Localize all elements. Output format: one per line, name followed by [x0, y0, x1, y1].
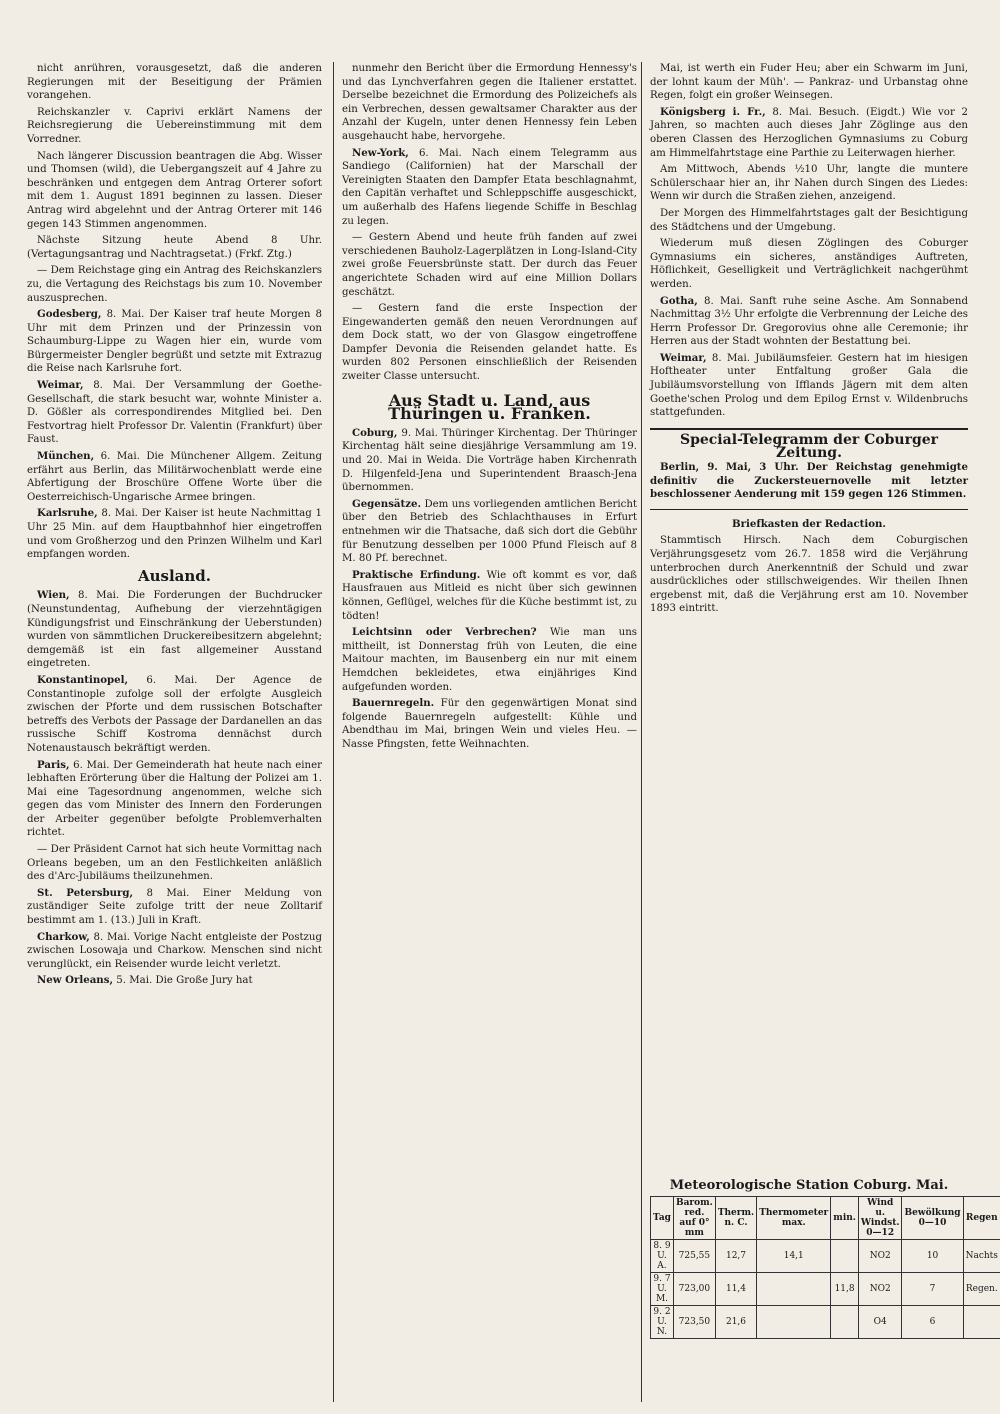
table-cell: Regen.: [963, 1273, 1000, 1306]
article-text: Mai, ist werth ein Fuder Heu; aber ein Schwarm im Juni, der lohnt kaum der Müh'. — Pankraz- und Urbanstag ohne Regen, folgt ein großer Weinsegen.: [650, 63, 968, 102]
news-text: 8. Mai. Die Forderungen der Buchdrucker (Neunstundentag, Aufhebung der vierzehntägigen Kündigungsfrist und Einschränkung der Ueberstunden) wurden von sämmtlichen Druckereibesitzern abgelehnt; demgemäß ist ein fast allgemeiner Ausstand eingetreten.: [27, 590, 322, 670]
dateline: Weimar,: [660, 351, 707, 364]
table-cell: [831, 1306, 859, 1339]
table-cell: 21,6: [715, 1306, 756, 1339]
news-item: [27, 450, 322, 504]
news-item: [650, 352, 968, 420]
table-cell: 8. 9 U. A.: [651, 1240, 674, 1273]
news-text: Wie oft kommt es vor, daß Hausfrauen aus Mitleid es nicht über sich gewinnen können, Geflügel, welches für die Küche bestimmt ist, zu tödten!: [342, 569, 637, 622]
dateline: Leichtsinn oder Verbrechen?: [352, 626, 537, 639]
table-header-cell: Tag: [651, 1197, 674, 1240]
news-text: 8. Mai. Der Kaiser ist heute Nachmittag 1 Uhr 25 Min. auf dem Hauptbahnhof hier eingetroffen und vom Großherzog und den Prinzen Wilhelm und Karl empfangen worden.: [27, 508, 322, 561]
weather-title: Meteorologische Station Coburg. Mai.: [669, 1178, 949, 1193]
article-text: — Dem Reichstage ging ein Antrag des Reichskanzlers zu, die Vertagung des Reichstags bis zum 10. November auszusprechen.: [27, 265, 322, 304]
article-text: Der Morgen des Himmelfahrtstages galt der Besichtigung des Städtchens und der Umgebung.: [650, 207, 968, 233]
column-2: [342, 62, 637, 755]
news-text: 8. Mai. Vorige Nacht entgleiste der Postzug zwischen Losowaja und Charkow. Menschen sind nicht verunglückt, ein Reisender wurde leicht verletzt.: [27, 931, 322, 970]
weather-table: [650, 1196, 1000, 1339]
dateline: Coburg,: [352, 426, 398, 439]
table-header-cell: Barom. red. auf 0° mm: [673, 1197, 715, 1240]
table-row: [651, 1240, 1000, 1273]
letterbox-text: Stammtisch Hirsch. Nach dem Coburgischen Verjährungsgesetz vom 26.7. 1858 wird die Verjährung unterbrochen durch Anerkenntniß der Schuld und zwar ausdrückliches oder stillschweigendes. Wir theilen Ihnen ergebenst mit, daß die Verjährung erst am 10. November 1893 eintritt.: [650, 535, 968, 615]
dateline: Weimar,: [37, 379, 84, 392]
article-text: — Gestern fand die erste Inspection der Eingewanderten gemäß den neuen Verordnungen auf dem Dock statt, wo der von Glasgow eingetroffene Dampfer Devonia die Reisenden gelandet hatte. Es wurden 802 Personen einschließlich der Reisenden zweiter Classe untersucht.: [342, 303, 637, 383]
news-item: [27, 674, 322, 756]
table-cell: 725,55: [673, 1240, 715, 1273]
table-cell: 14,1: [757, 1240, 831, 1273]
table-cell: 723,50: [673, 1306, 715, 1339]
news-text: 8. Mai. Der Kaiser traf heute Morgen 8 Uhr mit dem Prinzen und der Prinzessin von Schaumburg-Lippe zu Wagen hier ein, wurde vom Bürgermeister Dengler begrüßt und setzte mit Extrazug die Reise nach Karlsruhe fort.: [27, 309, 322, 375]
table-cell: 7: [902, 1273, 963, 1306]
column-rule: [641, 62, 642, 1402]
table-cell: Nachts: [963, 1240, 1000, 1273]
table-cell: NO2: [858, 1240, 902, 1273]
table-cell: 9. 2 U. N.: [651, 1306, 674, 1339]
news-item: [27, 379, 322, 447]
news-text: 8. Mai. Jubiläumsfeier. Gestern hat im hiesigen Hoftheater unter Entfaltung großer Gala die Jubiläumsvorstellung von Ifflands Jägern mit dem alten Goethe'schen Prolog und dem Epilog Ernst v. Wildenbruchs stattgefunden.: [650, 352, 968, 419]
news-item: [27, 759, 322, 841]
article-text: Wiederum muß diesen Zöglingen des Coburger Gymnasiums ein sicheres, anständiges Auftreten, Höflichkeit, Geselligkeit und Verträglichkeit nachgerühmt werden.: [650, 238, 968, 290]
article-text: nunmehr den Bericht über die Ermordung Hennessy's und das Lynchverfahren gegen die Italiener erstattet. Derselbe bezeichnet die Ermordung des Polizeichefs als ein Verbrechen, dessen gewaltsamer Charakter aus der Anzahl der Kugeln, unter denen Hennessy fein Leben ausgehaucht habe, hervorgehe.: [342, 63, 637, 142]
article-text: Am Mittwoch, Abends ½10 Uhr, langte die muntere Schülerschaar hier an, ihr Nahen durch Singen des Liedes: Wenn wir durch die Straßen ziehen, anzeigend.: [650, 164, 968, 203]
article-text: nicht anrühren, vorausgesetzt, daß die anderen Regierungen mit der Beseitigung der Prämien vorangehen.: [27, 63, 322, 102]
column-3: [650, 62, 968, 619]
news-item: [342, 498, 637, 566]
news-item: [342, 697, 637, 751]
table-header-cell: Thermometer max.: [757, 1197, 831, 1240]
article-text: Nächste Sitzung heute Abend 8 Uhr. (Vertagungsantrag und Nachtragsetat.) (Frkf. Ztg.): [27, 235, 322, 260]
table-header-cell: Regen: [963, 1197, 1000, 1240]
news-text: Dem uns vorliegenden amtlichen Bericht über den Betrieb des Schlachthauses in Erfurt entnehmen wir die Thatsache, daß sich dort die Gebühr für Benutzung desselben per 1000 Pfund Fleisch auf 8 M. 80 Pf. berechnet.: [342, 498, 637, 565]
news-item: [342, 147, 637, 229]
news-item: [27, 308, 322, 376]
table-cell: 6: [902, 1306, 963, 1339]
dateline: New Orleans,: [37, 974, 113, 987]
special-telegram: [650, 428, 968, 510]
news-text: 8 Mai. Einer Meldung von zuständiger Seite zufolge tritt der neue Zolltarif bestimmt am 1. (13.) Juli in Kraft.: [27, 887, 322, 927]
article-text: Nach längerer Discussion beantragen die Abg. Wisser und Thomsen (wild), die Uebergangszeit auf 4 Jahre zu beschränken und entgegen dem Antrag Orterer sofort mit dem 1. August 1891 beginnen zu lassen. Dieser Antrag wird abgelehnt und der Antrag Orterer mit 146 gegen 143 Stimmen angenommen.: [27, 150, 322, 230]
dateline: Paris,: [37, 758, 70, 771]
article-text: Reichskanzler v. Caprivi erklärt Namens der Reichsregierung die Uebereinstimmung mit dem Vorredner.: [27, 106, 322, 145]
dateline: New-York,: [352, 146, 409, 159]
news-item: [27, 931, 322, 972]
dateline: München,: [37, 450, 95, 463]
weather-station-table: [650, 1178, 998, 1339]
table-header-row: [651, 1197, 1000, 1240]
news-item: [342, 626, 637, 694]
table-header-cell: Therm. n. C.: [715, 1197, 756, 1240]
news-text: 6. Mai. Der Gemeinderath hat heute nach einer lebhaften Erörterung über die Haltung der Polizei am 1. Mai eine Tagesordnung angenommen, welche sich gegen das vom Minister des Innern den Forderungen der Arbeiter gegenüber befolgte Problemverhalten richtet.: [27, 759, 322, 839]
dateline: Praktische Erfindung.: [352, 568, 481, 581]
dateline: Gegensätze.: [352, 497, 422, 510]
news-text: Wie man uns mittheilt, ist Donnerstag früh von Leuten, die eine Maitour machten, im Bausenberg ein nur mit einem Hemdchen bekleidetes, etwa einjähriges Kind aufgefunden worden.: [342, 627, 637, 693]
dateline: Wien,: [37, 589, 70, 602]
news-text: 8. Mai. Besuch. (Eigdt.) Wie vor 2 Jahren, so machten auch dieses Jahr Zöglinge aus den oberen Classen des Herzoglichen Gymnasiums zu Coburg am Himmelfahrtstage eine Parthie zu Leiterwagen hierher.: [650, 106, 968, 159]
telegram-title: Special-Telegramm der Coburger Zeitung.: [679, 431, 939, 462]
table-cell: 9. 7 U. M.: [651, 1273, 674, 1306]
news-item: [342, 427, 637, 495]
table-cell: 11,8: [831, 1273, 859, 1306]
table-cell: [831, 1240, 859, 1273]
news-text: Für den gegenwärtigen Monat sind folgende Bauernregeln aufgestellt: Kühle und Abendthau im Mai, bringen Wein und vieles Heu. — Nasse Pfingsten, fette Weihnachten.: [342, 698, 637, 750]
table-cell: [963, 1306, 1000, 1339]
table-cell: 723,00: [673, 1273, 715, 1306]
table-header-cell: Wind u. Windst. 0—12: [858, 1197, 902, 1240]
news-text: 6. Mai. Nach einem Telegramm aus Sandiego (Californien) hat der Marschall der Vereinigten Staaten den Dampfer Etata beschlagnahmt, den Capitän verhaftet und Schleppschiffe ausgeschickt, um außerhalb des Hafens liegende Schiffe in Beschlag zu legen.: [342, 147, 637, 227]
table-header-cell: min.: [831, 1197, 859, 1240]
news-item: [650, 106, 968, 160]
dateline: Bauernregeln.: [352, 697, 435, 710]
article-text: — Der Präsident Carnot hat sich heute Vormittag nach Orleans begeben, um an den Festlichkeiten anläßlich des d'Arc-Jubiläums theilzunehmen.: [27, 844, 322, 883]
section-heading-ausland: Ausland.: [137, 566, 212, 585]
letterbox-heading: Briefkasten der Redaction.: [732, 517, 886, 530]
table-cell: NO2: [858, 1273, 902, 1306]
news-item: [342, 569, 637, 623]
news-item: [27, 887, 322, 928]
news-item: [650, 295, 968, 349]
article-text: — Gestern Abend und heute früh fanden auf zwei verschiedenen Bauholz-Lagerplätzen in Long-Island-City zwei große Feuersbrünste statt. Der durch das Feuer angerichtete Schaden wird auf eine Million Dollars geschätzt.: [342, 232, 637, 298]
table-cell: [757, 1306, 831, 1339]
table-row: [651, 1273, 1000, 1306]
table-body: [651, 1240, 1000, 1339]
news-item: [27, 507, 322, 561]
table-row: [651, 1306, 1000, 1339]
news-text: 5. Mai. Die Große Jury hat: [116, 975, 253, 987]
table-cell: 11,4: [715, 1273, 756, 1306]
table-header-cell: Bewölkung 0—10: [902, 1197, 963, 1240]
section-heading-stadt-land: Aus Stadt u. Land, aus Thüringen u. Franken.: [388, 390, 591, 424]
news-text: 9. Mai. Thüringer Kirchentag. Der Thüringer Kirchentag hält seine diesjährige Versammlung am 19. und 20. Mai in Weida. Die Vorträge haben Kirchenrath D. Hilgenfeld-Jena und Superintendent Braasch-Jena übernommen.: [342, 427, 637, 494]
dateline: Königsberg i. Fr.,: [660, 105, 766, 118]
news-text: 6. Mai. Der Agence de Constantinople zufolge soll der erfolgte Ausgleich zwischen der Pforte und dem russischen Botschafter betreffs des Verbots der Passage der Dardanellen an das russische Schiff Kostroma dennächst durch Notenaustausch bekräftigt werden.: [27, 674, 322, 754]
column-rule: [333, 62, 334, 1402]
table-cell: [757, 1273, 831, 1306]
dateline: Karlsruhe,: [37, 507, 98, 520]
dateline: Konstantinopel,: [37, 673, 129, 686]
column-1: [27, 62, 322, 991]
news-text: 8. Mai. Sanft ruhe seine Asche. Am Sonnabend Nachmittag 3½ Uhr erfolgte die Verbrennung der Leiche des Herrn Professor Dr. Gregorovius ohne alle Ceremonie; ihr Herren aus der Stadt wohnten der Bestattung bei.: [650, 295, 968, 348]
news-item: [27, 589, 322, 671]
table-cell: 10: [902, 1240, 963, 1273]
telegram-text: Berlin, 9. Mai, 3 Uhr. Der Reichstag genehmigte definitiv die Zuckersteuernovelle mit letzter beschlossener Aenderung mit 159 gegen 126 Stimmen.: [650, 461, 968, 501]
table-cell: O4: [858, 1306, 902, 1339]
dateline: St. Petersburg,: [37, 886, 134, 899]
dateline: Gotha,: [660, 294, 698, 307]
news-item: [27, 974, 322, 988]
table-cell: 12,7: [715, 1240, 756, 1273]
news-text: 8. Mai. Der Versammlung der Goethe-Gesellschaft, die stark besucht war, wohnte Minister a. D. Gößler als correspondirendes Mitglied bei. Den Festvortrag hielt Professor Dr. Valentin (Frankfurt) über Faust.: [27, 380, 322, 446]
news-text: 6. Mai. Die Münchener Allgem. Zeitung erfährt aus Berlin, das Militärwochenblatt werde eine Abfertigung der Broschüre Offene Worte über die Oesterreichisch-Ungarische Armee bringen.: [27, 451, 322, 503]
dateline: Charkow,: [37, 930, 90, 943]
dateline: Godesberg,: [37, 308, 102, 321]
